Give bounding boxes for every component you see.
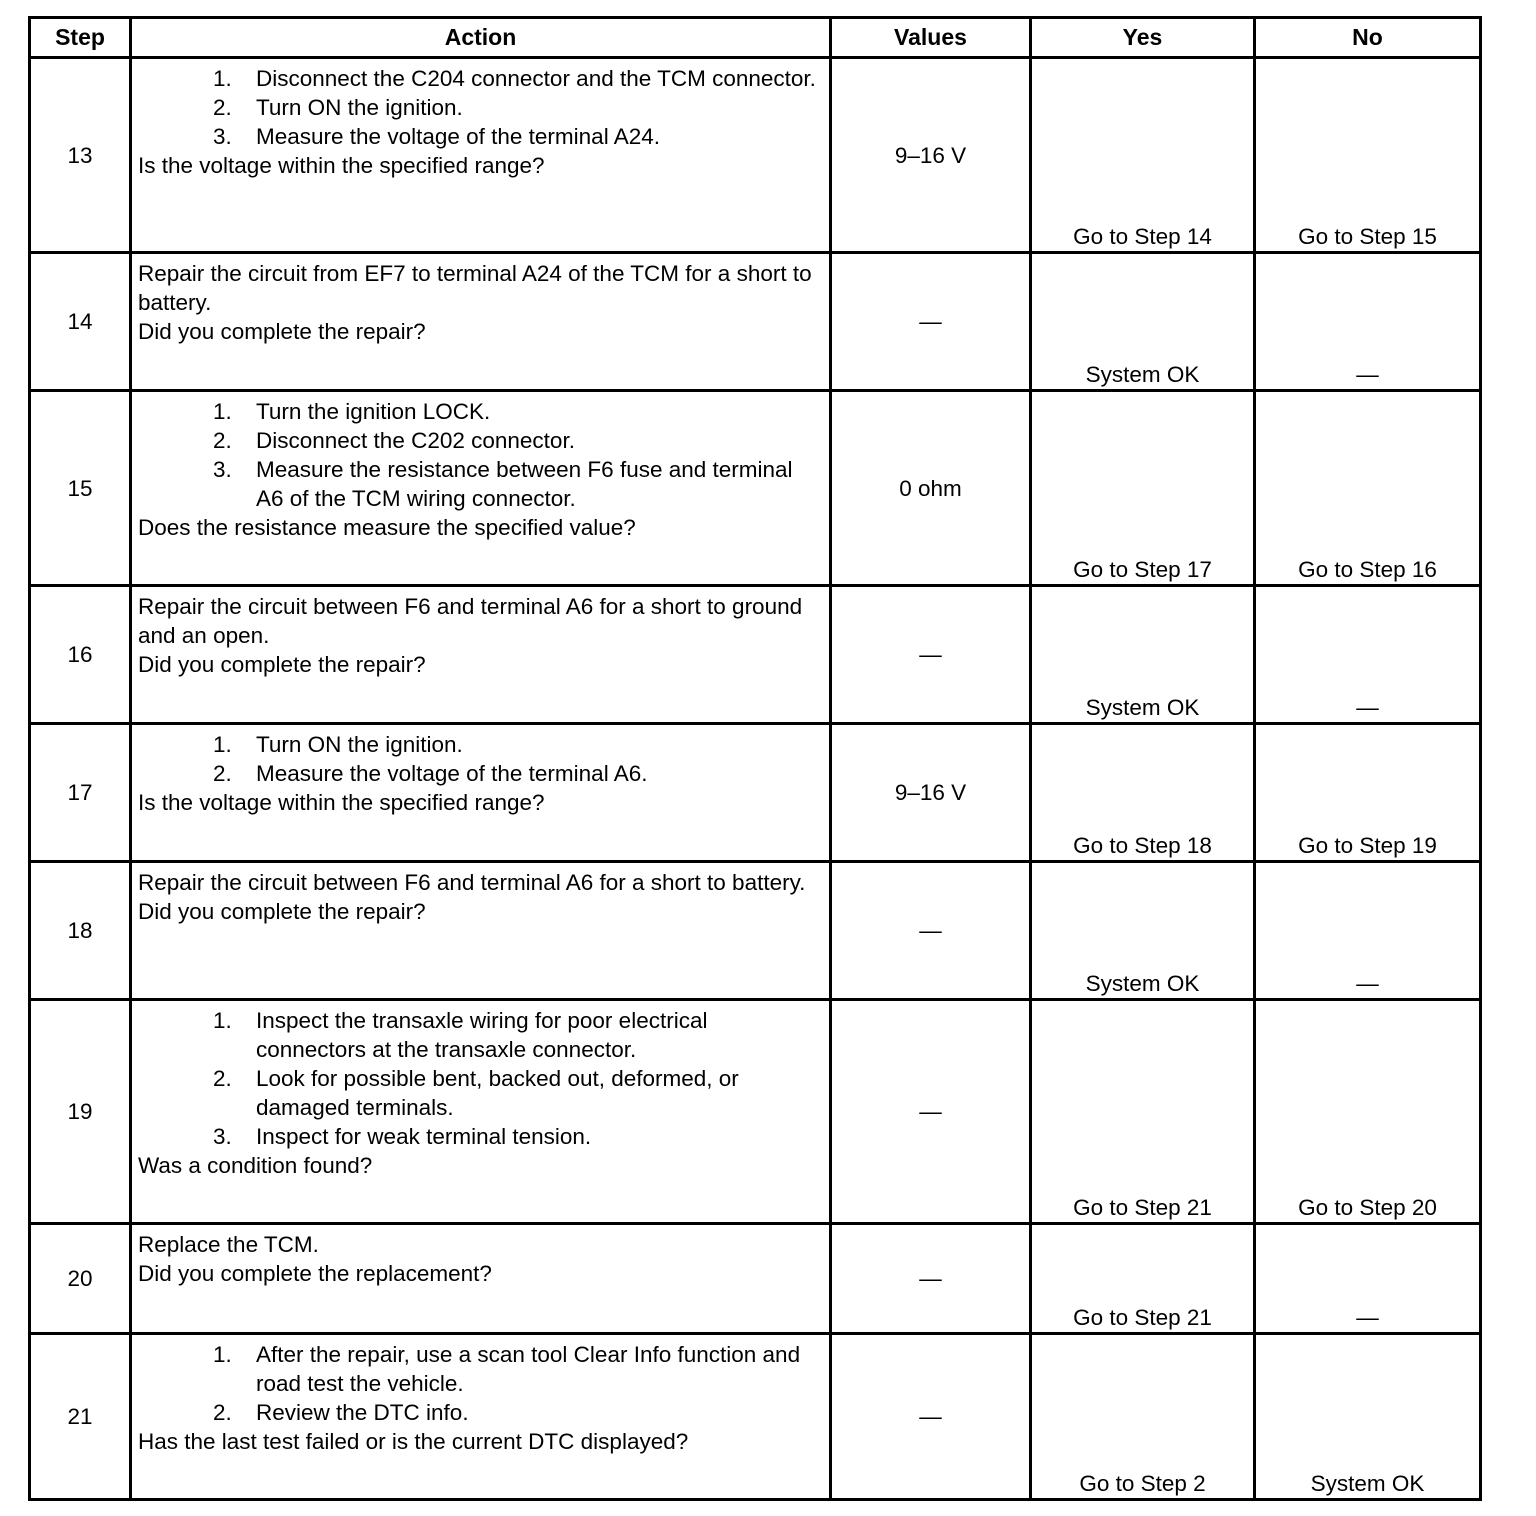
table-row	[30, 253, 1481, 391]
action-text: Repair the circuit between F6 and terminal A6 for a short to battery.	[138, 870, 806, 895]
step-number: 17	[30, 724, 131, 862]
no-cell: —	[1255, 253, 1481, 391]
values-cell: 9–16 V	[831, 58, 1031, 253]
substep: 2. Measure the voltage of the terminal A6.	[238, 759, 823, 788]
header-step: Step	[30, 18, 131, 58]
yes-cell: System OK	[1031, 253, 1255, 391]
table-row	[30, 391, 1481, 586]
substep: 3. Measure the resistance between F6 fuse and terminal A6 of the TCM wiring connector.	[238, 455, 823, 513]
no-cell: System OK	[1255, 1334, 1481, 1500]
substep: 2. Review the DTC info.	[238, 1398, 823, 1427]
values-cell: —	[831, 1000, 1031, 1224]
action-question: Has the last test failed or is the current DTC displayed?	[138, 1429, 689, 1454]
no-cell: Go to Step 16	[1255, 391, 1481, 586]
no-cell: Go to Step 20	[1255, 1000, 1481, 1224]
action-cell	[131, 391, 831, 586]
step-number: 14	[30, 253, 131, 391]
action-cell	[131, 253, 831, 391]
header-no: No	[1255, 18, 1481, 58]
action-question: Did you complete the replacement?	[138, 1261, 492, 1286]
action-question: Was a condition found?	[138, 1153, 373, 1178]
yes-cell: Go to Step 21	[1031, 1000, 1255, 1224]
action-question: Did you complete the repair?	[138, 652, 426, 677]
yes-cell: Go to Step 14	[1031, 58, 1255, 253]
no-cell: Go to Step 19	[1255, 724, 1481, 862]
action-cell	[131, 1224, 831, 1334]
substep: 1. Disconnect the C204 connector and the TCM connector.	[238, 64, 823, 93]
action-question: Does the resistance measure the specified value?	[138, 515, 636, 540]
action-cell	[131, 1334, 831, 1500]
yes-cell: Go to Step 17	[1031, 391, 1255, 586]
action-question: Is the voltage within the specified range?	[138, 790, 545, 815]
action-cell	[131, 586, 831, 724]
no-cell: —	[1255, 1224, 1481, 1334]
substep: 1. Turn ON the ignition.	[238, 730, 823, 759]
step-number: 20	[30, 1224, 131, 1334]
action-cell	[131, 862, 831, 1000]
diagnostic-table	[28, 16, 1482, 1501]
substep: 2. Look for possible bent, backed out, deformed, or damaged terminals.	[238, 1064, 823, 1122]
action-question: Did you complete the repair?	[138, 899, 426, 924]
step-number: 15	[30, 391, 131, 586]
substep: 1. Inspect the transaxle wiring for poor electrical connectors at the transaxle connector.	[238, 1006, 823, 1064]
step-number: 18	[30, 862, 131, 1000]
substep: 3. Measure the voltage of the terminal A24.	[238, 122, 823, 151]
table-row	[30, 586, 1481, 724]
action-question: Is the voltage within the specified range?	[138, 153, 545, 178]
action-cell	[131, 1000, 831, 1224]
no-cell: Go to Step 15	[1255, 58, 1481, 253]
action-question: Did you complete the repair?	[138, 319, 426, 344]
step-number: 16	[30, 586, 131, 724]
yes-cell: System OK	[1031, 862, 1255, 1000]
header-values: Values	[831, 18, 1031, 58]
table-row	[30, 1224, 1481, 1334]
substep-list	[138, 397, 823, 513]
header-yes: Yes	[1031, 18, 1255, 58]
substep: 1. Turn the ignition LOCK.	[238, 397, 823, 426]
yes-cell: Go to Step 2	[1031, 1334, 1255, 1500]
values-cell: —	[831, 586, 1031, 724]
action-cell	[131, 58, 831, 253]
values-cell: 9–16 V	[831, 724, 1031, 862]
header-action: Action	[131, 18, 831, 58]
table-row	[30, 724, 1481, 862]
values-cell: —	[831, 1334, 1031, 1500]
yes-cell: Go to Step 18	[1031, 724, 1255, 862]
yes-cell: Go to Step 21	[1031, 1224, 1255, 1334]
step-number: 21	[30, 1334, 131, 1500]
substep: 3. Inspect for weak terminal tension.	[238, 1122, 823, 1151]
action-text: Repair the circuit from EF7 to terminal A24 of the TCM for a short to battery.	[138, 261, 812, 315]
substep-list	[138, 64, 823, 151]
substep: 2. Disconnect the C202 connector.	[238, 426, 823, 455]
values-cell: —	[831, 253, 1031, 391]
action-text: Replace the TCM.	[138, 1232, 319, 1257]
no-cell: —	[1255, 862, 1481, 1000]
table-row	[30, 1000, 1481, 1224]
values-cell: 0 ohm	[831, 391, 1031, 586]
action-cell	[131, 724, 831, 862]
values-cell: —	[831, 1224, 1031, 1334]
step-number: 19	[30, 1000, 131, 1224]
substep-list	[138, 730, 823, 788]
no-cell: —	[1255, 586, 1481, 724]
substep-list	[138, 1340, 823, 1427]
step-number: 13	[30, 58, 131, 253]
header-row	[30, 18, 1481, 58]
table-row	[30, 58, 1481, 253]
table-row	[30, 1334, 1481, 1500]
yes-cell: System OK	[1031, 586, 1255, 724]
action-text: Repair the circuit between F6 and terminal A6 for a short to ground and an open.	[138, 594, 803, 648]
values-cell: —	[831, 862, 1031, 1000]
table-row	[30, 862, 1481, 1000]
substep: 2. Turn ON the ignition.	[238, 93, 823, 122]
substep-list	[138, 1006, 823, 1151]
substep: 1. After the repair, use a scan tool Clear Info function and road test the vehicle.	[238, 1340, 823, 1398]
